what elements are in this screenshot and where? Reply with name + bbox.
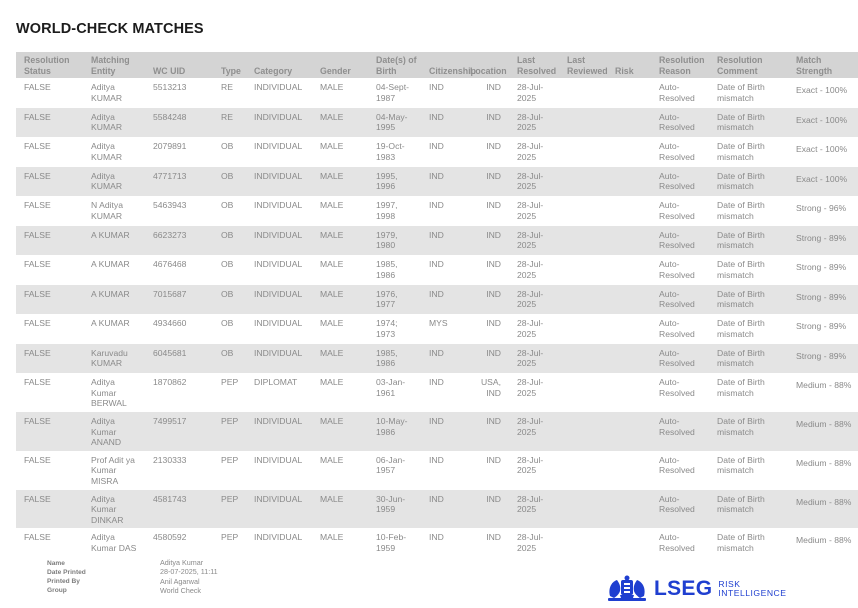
cell-type: PEP	[221, 377, 239, 388]
footer-labels	[47, 559, 86, 595]
cell-location: IND	[462, 412, 509, 451]
cell-date-of-birth: 10-May-1986	[368, 412, 421, 451]
cell-date-of-birth: 1985, 1986	[376, 259, 398, 280]
cell-last-reviewed	[559, 412, 607, 451]
table-row	[16, 167, 858, 197]
cell-resolution-comment: Date of Birth mismatch	[709, 344, 788, 374]
cell-citizenship: IND	[421, 344, 462, 374]
cell-wc-uid: 5513213	[153, 82, 187, 93]
lseg-logo	[606, 574, 786, 604]
cell-location: IND	[486, 318, 501, 329]
cell-date-of-birth: 06-Jan-1957	[376, 454, 406, 476]
cell-risk	[607, 344, 651, 374]
cell-type: OB	[221, 200, 234, 211]
cell-category: INDIVIDUAL	[254, 141, 303, 152]
cell-location: IND	[462, 344, 509, 374]
cell-last-reviewed	[559, 255, 607, 285]
cell-resolution-status: FALSE	[24, 532, 51, 543]
cell-risk	[607, 451, 651, 490]
cell-type: OB	[221, 141, 234, 152]
cell-match-strength: Strong - 89%	[796, 321, 847, 332]
cell-last-reviewed	[559, 196, 607, 226]
cell-wc-uid: 4771713	[145, 167, 213, 197]
cell-last-resolved: 28-Jul-2025	[509, 412, 559, 451]
cell-wc-uid: 2079891	[153, 141, 187, 152]
cell-match-strength: Medium - 88%	[796, 535, 852, 546]
cell-wc-uid: 1870862	[153, 377, 187, 388]
cell-type: RE	[221, 82, 233, 93]
cell-citizenship: IND	[421, 285, 462, 315]
cell-resolution-status: FALSE	[16, 490, 83, 529]
cell-category: INDIVIDUAL	[254, 532, 303, 543]
cell-type: OB	[213, 226, 246, 256]
cell-gender: MALE	[320, 377, 344, 388]
cell-last-resolved: 28-Jul-2025	[517, 318, 544, 339]
cell-resolution-status: FALSE	[24, 454, 51, 465]
footer-label-name: Name	[47, 560, 65, 567]
cell-category: INDIVIDUAL	[246, 412, 312, 451]
cell-type: PEP	[221, 532, 239, 543]
header-location: Location	[462, 52, 509, 78]
cell-resolution-reason: Auto-Resolved	[659, 82, 695, 103]
cell-resolution-comment: Date of Birth mismatch	[717, 377, 765, 398]
cell-location: IND	[462, 490, 509, 529]
cell-last-reviewed	[559, 344, 607, 374]
cell-wc-uid: 5463943	[153, 200, 187, 211]
cell-resolution-reason: Auto-Resolved	[659, 200, 695, 221]
cell-resolution-comment: Date of Birth mismatch	[717, 259, 765, 280]
cell-location: IND	[462, 226, 509, 256]
cell-resolution-reason: Auto-Resolved	[651, 490, 709, 529]
cell-resolution-reason: Auto-Resolved	[651, 108, 709, 138]
cell-match-strength: Exact - 100%	[788, 167, 858, 197]
cell-matching-entity: Prof Adit ya Kumar MISRA	[91, 454, 135, 486]
cell-risk	[607, 528, 651, 558]
cell-date-of-birth: 30-Jun-1959	[368, 490, 421, 529]
cell-citizenship: IND	[421, 490, 462, 529]
cell-location: IND	[486, 454, 501, 465]
cell-resolution-reason: Auto-Resolved	[651, 412, 709, 451]
header-date-of-birth: Date(s) of Birth	[368, 52, 421, 78]
cell-resolution-comment: Date of Birth mismatch	[717, 318, 765, 339]
cell-last-reviewed	[559, 137, 607, 167]
cell-category: INDIVIDUAL	[254, 259, 303, 270]
cell-risk	[607, 226, 651, 256]
cell-gender: MALE	[320, 532, 344, 543]
cell-citizenship: MYS	[429, 318, 448, 329]
matches-table	[16, 52, 858, 558]
header-wc-uid: WC UID	[145, 52, 213, 78]
cell-last-reviewed	[559, 167, 607, 197]
cell-gender: MALE	[312, 285, 368, 315]
cell-resolution-status: FALSE	[16, 344, 83, 374]
cell-category: INDIVIDUAL	[246, 285, 312, 315]
header-match-strength: Match Strength	[788, 52, 858, 78]
cell-resolution-status: FALSE	[24, 259, 51, 270]
cell-risk	[607, 490, 651, 529]
cell-matching-entity: Karuvadu KUMAR	[83, 344, 145, 374]
cell-resolution-status: FALSE	[16, 167, 83, 197]
footer-value-date-printed: 28-07-2025, 11:11	[160, 567, 218, 577]
cell-resolution-status: FALSE	[16, 412, 83, 451]
cell-wc-uid: 4676468	[153, 259, 187, 270]
cell-last-reviewed	[559, 78, 607, 108]
cell-location: IND	[486, 259, 501, 270]
table-header-row	[16, 52, 858, 78]
footer-label-group: Group	[47, 587, 67, 594]
footer-value-printed-by: Anil Agarwal	[160, 576, 200, 586]
cell-match-strength: Exact - 100%	[788, 108, 858, 138]
cell-matching-entity: Aditya Kumar DINKAR	[83, 490, 145, 529]
cell-risk	[607, 412, 651, 451]
cell-date-of-birth: 04-Sept-1987	[376, 82, 409, 103]
cell-date-of-birth: 1985, 1986	[368, 344, 421, 374]
cell-date-of-birth: 03-Jan-1961	[376, 377, 406, 398]
cell-gender: MALE	[312, 490, 368, 529]
cell-matching-entity: A KUMAR	[83, 226, 145, 256]
header-last-reviewed: Last Reviewed	[559, 52, 607, 78]
cell-last-resolved: 28-Jul-2025	[509, 344, 559, 374]
brand-sub-line1: RISK	[718, 579, 741, 589]
cell-wc-uid: 2130333	[153, 454, 187, 465]
cell-resolution-comment: Date of Birth mismatch	[709, 285, 788, 315]
cell-gender: MALE	[320, 318, 344, 329]
cell-match-strength: Medium - 88%	[796, 380, 852, 391]
cell-gender: MALE	[312, 167, 368, 197]
header-gender: Gender	[312, 52, 368, 78]
cell-match-strength: Exact - 100%	[796, 144, 848, 155]
header-type: Type	[213, 52, 246, 78]
table-row	[16, 137, 858, 167]
cell-gender: MALE	[312, 412, 368, 451]
cell-resolution-reason: Auto-Resolved	[651, 285, 709, 315]
cell-resolution-status: FALSE	[24, 200, 51, 211]
footer-label-date-printed: Date Printed	[47, 569, 86, 576]
cell-last-reviewed	[559, 226, 607, 256]
cell-matching-entity: Aditya Kumar BERWAL	[91, 377, 127, 409]
cell-matching-entity: Aditya KUMAR	[91, 82, 123, 103]
table-row	[16, 108, 858, 138]
cell-gender: MALE	[312, 108, 368, 138]
cell-resolution-comment: Date of Birth mismatch	[717, 200, 765, 221]
cell-citizenship: IND	[421, 167, 462, 197]
cell-citizenship: IND	[429, 377, 444, 388]
cell-resolution-comment: Date of Birth mismatch	[717, 82, 765, 103]
cell-location: IND	[486, 141, 501, 152]
table-row	[16, 196, 858, 226]
cell-citizenship: IND	[421, 412, 462, 451]
cell-risk	[607, 196, 651, 226]
cell-risk	[607, 255, 651, 285]
cell-gender: MALE	[320, 454, 344, 465]
cell-citizenship: IND	[429, 141, 444, 152]
cell-risk	[607, 167, 651, 197]
brand-sub-line2: INTELLIGENCE	[718, 588, 787, 598]
cell-wc-uid: 7499517	[145, 412, 213, 451]
page-title: WORLD-CHECK MATCHES	[16, 21, 204, 37]
cell-resolution-comment: Date of Birth mismatch	[717, 454, 765, 476]
header-resolution-status: Resolution Status	[16, 52, 83, 78]
cell-type: PEP	[221, 454, 239, 465]
cell-resolution-comment: Date of Birth mismatch	[717, 141, 765, 162]
footer-values	[160, 558, 218, 595]
brand-subtitle	[718, 580, 786, 598]
cell-resolution-reason: Auto-Resolved	[651, 167, 709, 197]
table-row	[16, 314, 858, 344]
cell-category: INDIVIDUAL	[246, 108, 312, 138]
header-citizenship: Citizenship	[421, 52, 462, 78]
cell-type: OB	[213, 167, 246, 197]
cell-matching-entity: Aditya KUMAR	[83, 108, 145, 138]
cell-location: IND	[462, 285, 509, 315]
cell-location: IND	[486, 82, 501, 93]
cell-last-resolved: 28-Jul-2025	[509, 490, 559, 529]
cell-wc-uid: 4580592	[153, 532, 187, 543]
table-row	[16, 78, 858, 108]
footer-value-name: Aditya Kumar	[160, 558, 204, 567]
table-row	[16, 528, 858, 558]
cell-category: INDIVIDUAL	[254, 82, 303, 93]
table-row	[16, 412, 858, 451]
cell-wc-uid: 6623273	[145, 226, 213, 256]
cell-last-resolved: 28-Jul-2025	[517, 532, 544, 553]
cell-date-of-birth: 10-Feb-1959	[376, 532, 407, 553]
cell-last-reviewed	[559, 285, 607, 315]
cell-date-of-birth: 19-Oct-1983	[376, 141, 405, 162]
cell-resolution-reason: Auto-Resolved	[651, 226, 709, 256]
cell-last-reviewed	[559, 451, 607, 490]
cell-citizenship: IND	[429, 200, 444, 211]
cell-match-strength: Strong - 89%	[796, 262, 847, 273]
cell-risk	[607, 108, 651, 138]
cell-resolution-reason: Auto-Resolved	[659, 377, 695, 398]
cell-matching-entity: A KUMAR	[91, 259, 130, 270]
cell-wc-uid: 6045681	[145, 344, 213, 374]
cell-match-strength: Strong - 96%	[796, 203, 847, 214]
cell-date-of-birth: 1976, 1977	[368, 285, 421, 315]
cell-location: IND	[462, 167, 509, 197]
cell-match-strength: Strong - 89%	[788, 226, 858, 256]
cell-last-resolved: 28-Jul-2025	[517, 141, 544, 162]
table-body	[16, 78, 858, 558]
cell-matching-entity: Aditya KUMAR	[83, 167, 145, 197]
cell-wc-uid: 4581743	[145, 490, 213, 529]
cell-match-strength: Strong - 89%	[788, 344, 858, 374]
cell-match-strength: Strong - 89%	[788, 285, 858, 315]
cell-type: PEP	[213, 412, 246, 451]
cell-resolution-status: FALSE	[16, 285, 83, 315]
cell-gender: MALE	[320, 200, 344, 211]
cell-location: USA, IND	[480, 377, 501, 398]
table-row	[16, 373, 858, 412]
brand-name: LSEG	[654, 577, 713, 600]
cell-type: OB	[213, 285, 246, 315]
cell-last-resolved: 28-Jul-2025	[509, 226, 559, 256]
cell-resolution-status: FALSE	[16, 226, 83, 256]
header-risk: Risk	[607, 52, 651, 78]
cell-match-strength: Medium - 88%	[796, 457, 852, 468]
cell-location: IND	[486, 200, 501, 211]
cell-risk	[607, 314, 651, 344]
footer-label-printed-by: Printed By	[47, 578, 80, 585]
cell-matching-entity: Aditya KUMAR	[91, 141, 123, 162]
cell-wc-uid: 7015687	[145, 285, 213, 315]
cell-last-resolved: 28-Jul-2025	[509, 167, 559, 197]
cell-category: INDIVIDUAL	[254, 200, 303, 211]
lion-crest-icon	[606, 574, 648, 604]
cell-resolution-reason: Auto-Resolved	[659, 318, 695, 339]
cell-type: OB	[221, 259, 234, 270]
table-row	[16, 344, 858, 374]
footer-value-group: World Check	[160, 585, 202, 595]
cell-citizenship: IND	[429, 532, 444, 543]
cell-resolution-status: FALSE	[16, 108, 83, 138]
cell-resolution-reason: Auto-Resolved	[659, 259, 695, 280]
cell-date-of-birth: 04-May-1995	[368, 108, 421, 138]
header-resolution-comment: Resolution Comment	[709, 52, 788, 78]
cell-gender: MALE	[312, 344, 368, 374]
cell-resolution-reason: Auto-Resolved	[659, 532, 695, 553]
cell-last-reviewed	[559, 108, 607, 138]
cell-citizenship: IND	[421, 108, 462, 138]
cell-citizenship: IND	[429, 454, 444, 465]
cell-resolution-comment: Date of Birth mismatch	[709, 167, 788, 197]
header-last-resolved: Last Resolved	[509, 52, 559, 78]
cell-location: IND	[486, 532, 501, 543]
cell-resolution-status: FALSE	[24, 377, 51, 388]
cell-last-resolved: 28-Jul-2025	[517, 200, 544, 221]
cell-wc-uid: 4934660	[153, 318, 187, 329]
cell-date-of-birth: 1997, 1998	[376, 200, 398, 221]
cell-last-resolved: 28-Jul-2025	[509, 285, 559, 315]
table-row	[16, 255, 858, 285]
cell-type: PEP	[213, 490, 246, 529]
cell-date-of-birth: 1974; 1973	[376, 318, 398, 339]
cell-resolution-comment: Date of Birth mismatch	[709, 490, 788, 529]
cell-last-reviewed	[559, 528, 607, 558]
table-row	[16, 226, 858, 256]
cell-date-of-birth: 1979, 1980	[368, 226, 421, 256]
cell-match-strength: Exact - 100%	[796, 85, 848, 96]
cell-resolution-reason: Auto-Resolved	[659, 454, 695, 476]
cell-last-reviewed	[559, 314, 607, 344]
cell-type: OB	[213, 344, 246, 374]
table-row	[16, 490, 858, 529]
cell-category: INDIVIDUAL	[246, 344, 312, 374]
cell-gender: MALE	[320, 141, 344, 152]
cell-category: INDIVIDUAL	[246, 490, 312, 529]
table-row	[16, 285, 858, 315]
header-matching-entity: Matching Entity	[83, 52, 145, 78]
cell-last-resolved: 28-Jul-2025	[517, 377, 544, 398]
cell-resolution-comment: Date of Birth mismatch	[709, 412, 788, 451]
cell-citizenship: IND	[421, 226, 462, 256]
cell-risk	[607, 78, 651, 108]
cell-gender: MALE	[320, 82, 344, 93]
cell-date-of-birth: 1995, 1996	[368, 167, 421, 197]
cell-last-resolved: 28-Jul-2025	[509, 108, 559, 138]
cell-citizenship: IND	[429, 82, 444, 93]
cell-matching-entity: A KUMAR	[83, 285, 145, 315]
cell-match-strength: Medium - 88%	[788, 490, 858, 529]
cell-risk	[607, 137, 651, 167]
header-resolution-reason: Resolution Reason	[651, 52, 709, 78]
cell-gender: MALE	[320, 259, 344, 270]
cell-risk	[607, 373, 651, 412]
cell-gender: MALE	[312, 226, 368, 256]
cell-resolution-reason: Auto-Resolved	[659, 141, 695, 162]
cell-match-strength: Medium - 88%	[788, 412, 858, 451]
cell-resolution-status: FALSE	[24, 318, 51, 329]
cell-resolution-status: FALSE	[24, 82, 51, 93]
cell-last-resolved: 28-Jul-2025	[517, 82, 544, 103]
cell-risk	[607, 285, 651, 315]
cell-category: INDIVIDUAL	[254, 454, 303, 465]
cell-category: INDIVIDUAL	[246, 226, 312, 256]
cell-location: IND	[462, 108, 509, 138]
cell-last-reviewed	[559, 490, 607, 529]
cell-last-resolved: 28-Jul-2025	[517, 454, 544, 476]
cell-matching-entity: Aditya Kumar DAS	[91, 532, 137, 553]
cell-matching-entity: Aditya Kumar ANAND	[83, 412, 145, 451]
cell-resolution-comment: Date of Birth mismatch	[709, 226, 788, 256]
cell-resolution-status: FALSE	[24, 141, 51, 152]
header-category: Category	[246, 52, 312, 78]
cell-category: DIPLOMAT	[254, 377, 298, 388]
table-row	[16, 451, 858, 490]
cell-type: RE	[213, 108, 246, 138]
cell-category: INDIVIDUAL	[254, 318, 303, 329]
cell-type: OB	[221, 318, 234, 329]
cell-wc-uid: 5584248	[145, 108, 213, 138]
cell-matching-entity: N Aditya KUMAR	[91, 200, 124, 221]
cell-last-reviewed	[559, 373, 607, 412]
cell-last-resolved: 28-Jul-2025	[517, 259, 544, 280]
cell-matching-entity: A KUMAR	[91, 318, 130, 329]
cell-category: INDIVIDUAL	[246, 167, 312, 197]
cell-resolution-reason: Auto-Resolved	[651, 344, 709, 374]
cell-resolution-comment: Date of Birth mismatch	[717, 532, 765, 553]
cell-citizenship: IND	[429, 259, 444, 270]
cell-resolution-comment: Date of Birth mismatch	[709, 108, 788, 138]
